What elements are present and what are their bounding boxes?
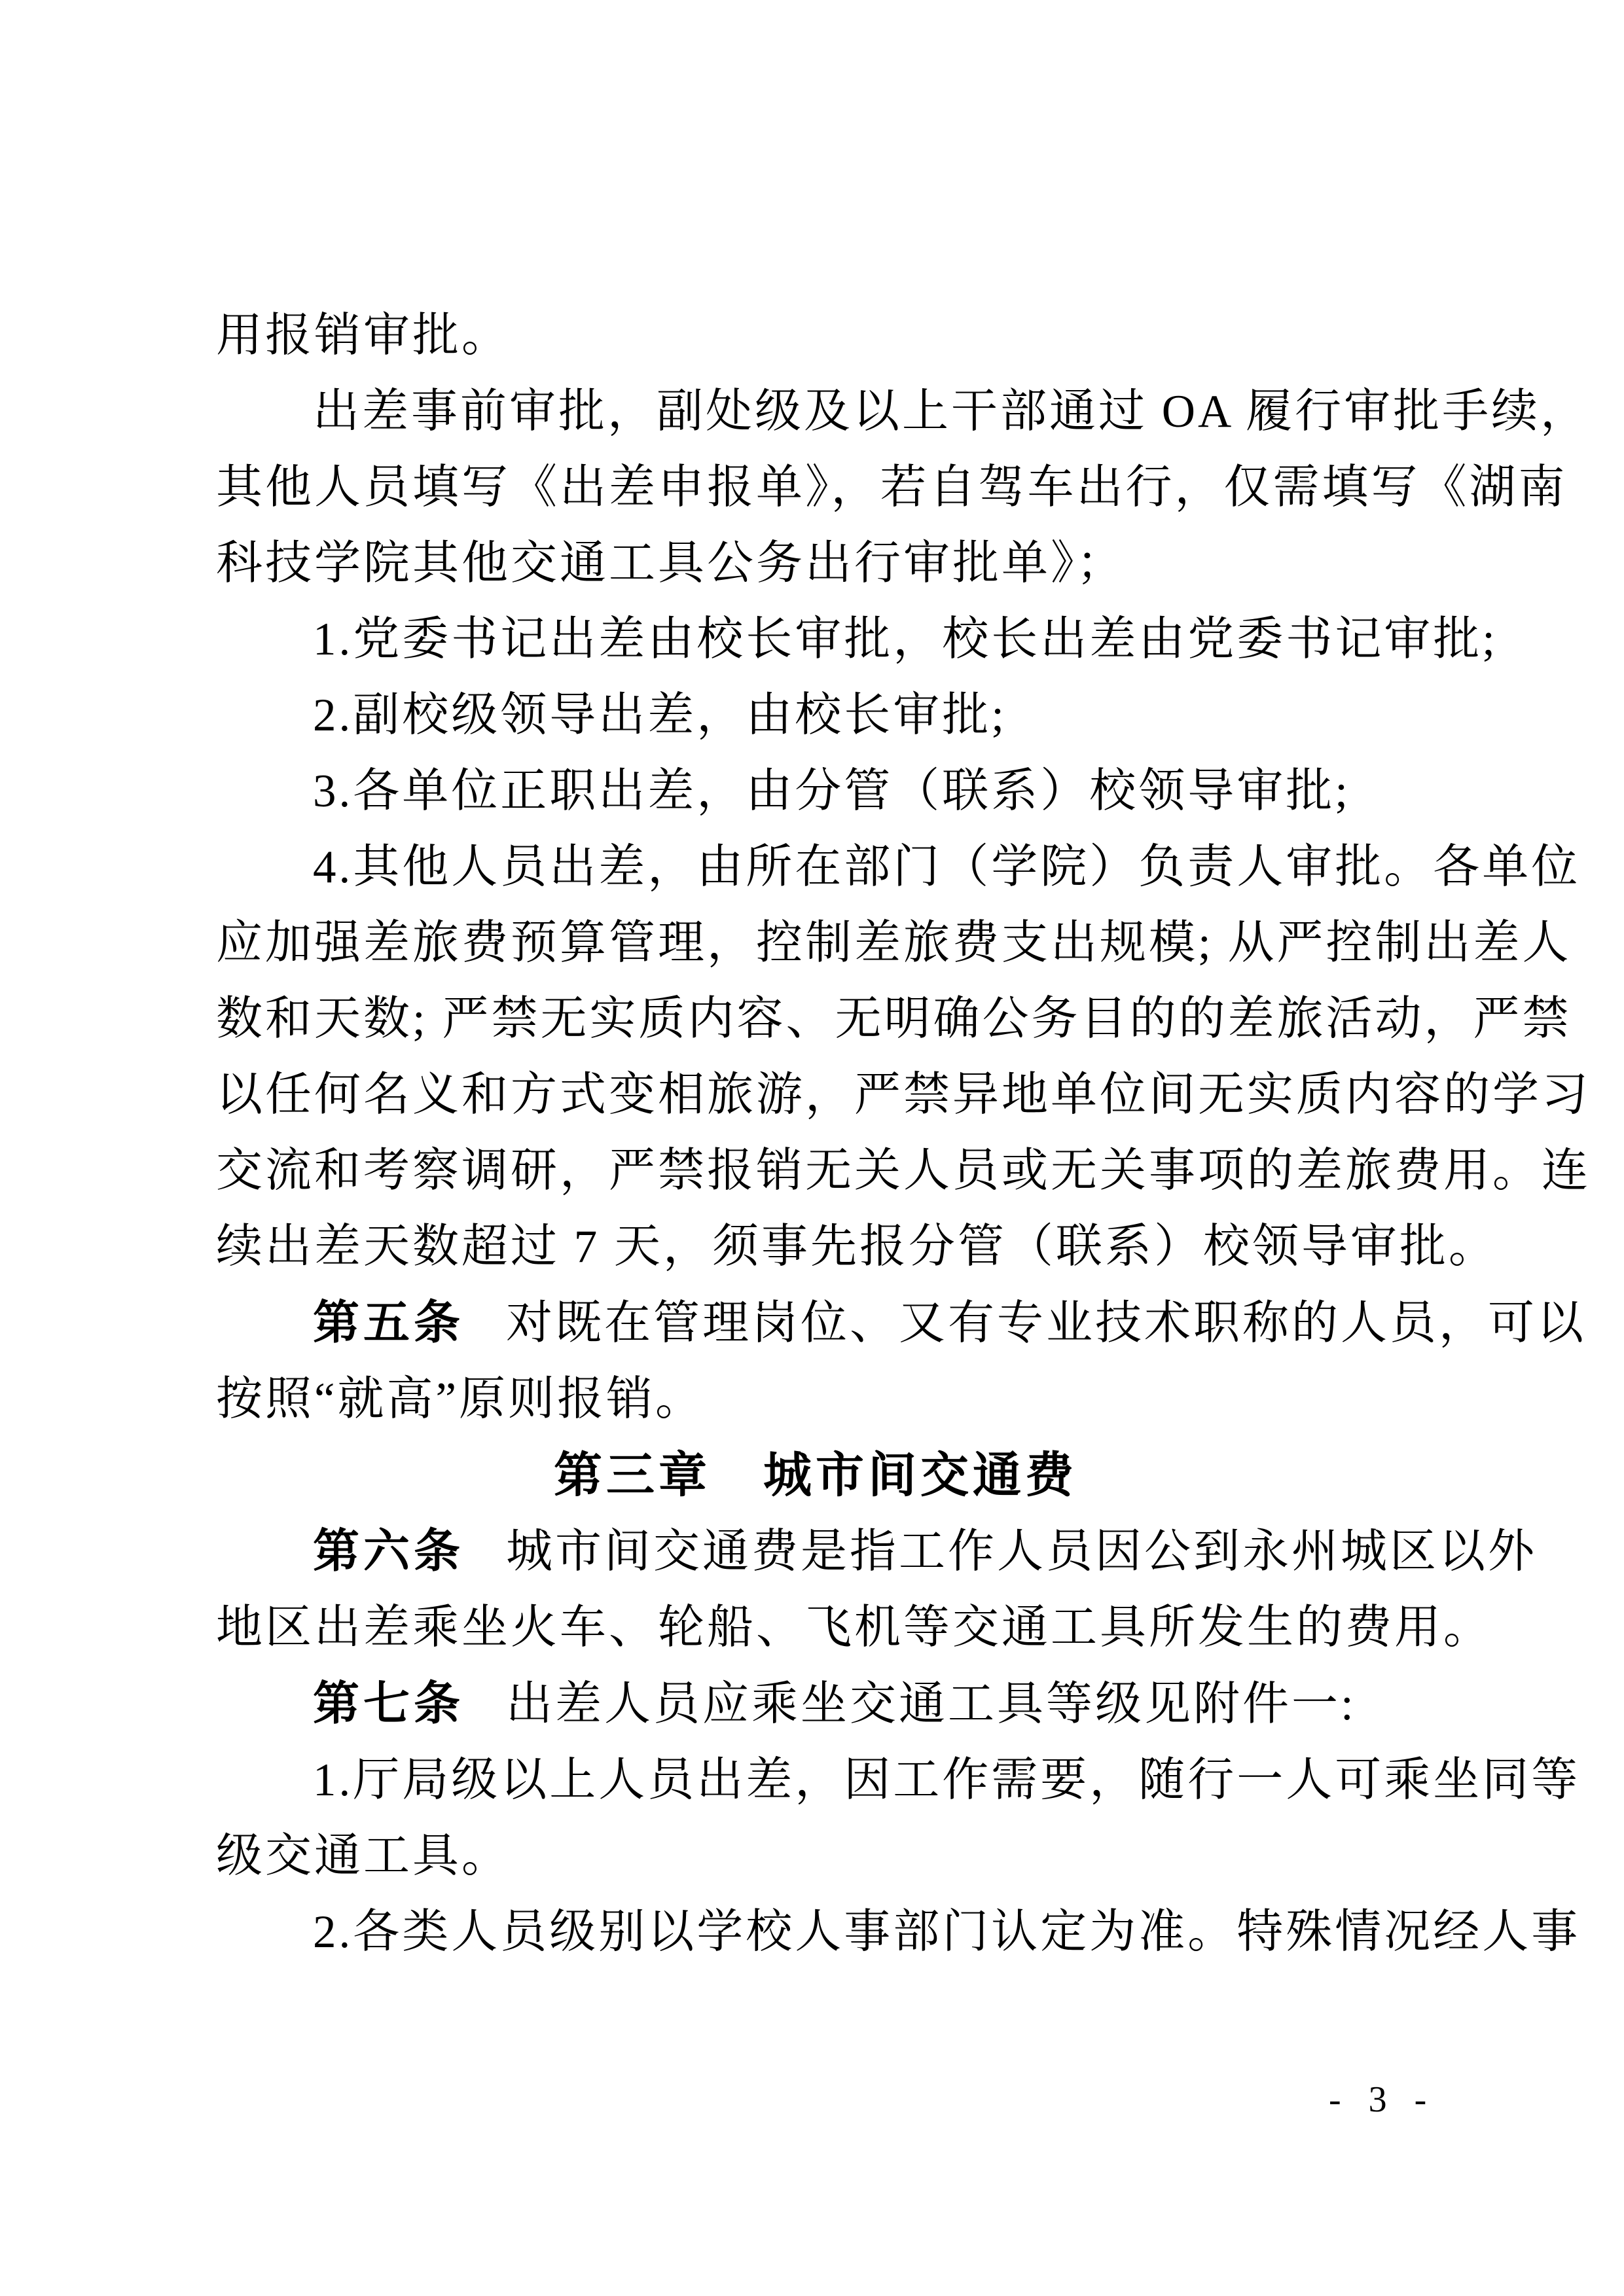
article-line bbox=[216, 1285, 1587, 1361]
text-line: 续出差天数超过 7 天，须事先报分管（联系）校领导审批。 bbox=[216, 1221, 1498, 1272]
article-text: 出差人员应乘坐交通工具等级见附件一: bbox=[506, 1679, 1356, 1730]
text-line: 出差事前审批，副处级及以上干部通过 OA 履行审批手续， bbox=[313, 386, 1590, 437]
list-item-line: 1.党委书记出差由校长审批，校长出差由党委书记审批; bbox=[313, 614, 1498, 665]
text-line: 数和天数; 严禁无实质内容、无明确公务目的的差旅活动，严禁 bbox=[216, 994, 1572, 1045]
page-number: - 3 - bbox=[1329, 2079, 1436, 2120]
article-line bbox=[216, 1513, 1538, 1590]
list-item-line: 2.副校级领导出差，由校长审批; bbox=[313, 690, 1007, 741]
text-line: 应加强差旅费预算管理，控制差旅费支出规模; 从严控制出差人 bbox=[216, 918, 1572, 969]
article-label: 第六条 bbox=[313, 1524, 465, 1578]
text-line: 以任何名义和方式变相旅游，严禁异地单位间无实质内容的学习 bbox=[216, 1069, 1591, 1121]
list-item-line: 2.各类人员级别以学校人事部门认定为准。特殊情况经人事 bbox=[313, 1907, 1581, 1958]
article-label: 第七条 bbox=[313, 1676, 465, 1731]
list-item-line: 4.其他人员出差，由所在部门（学院）负责人审批。各单位 bbox=[313, 842, 1581, 893]
text-line: 其他人员填写《出差申报单》，若自驾车出行，仅需填写《湖南 bbox=[216, 462, 1568, 513]
text-line: 按照“就高”原则报销。 bbox=[216, 1374, 705, 1425]
text-line: 用报销审批。 bbox=[216, 310, 511, 361]
chapter-heading: 第三章 城市间交通费 bbox=[554, 1447, 1077, 1503]
text-line: 级交通工具。 bbox=[216, 1831, 511, 1882]
text-line: 交流和考察调研，严禁报销无关人员或无关事项的差旅费用。连 bbox=[216, 1145, 1591, 1196]
text-line: 地区出差乘坐火车、轮船、飞机等交通工具所发生的费用。 bbox=[216, 1602, 1493, 1653]
article-line bbox=[216, 1666, 1415, 1742]
text-line: 科技学院其他交通工具公务出行审批单》； bbox=[216, 538, 1126, 589]
document-body bbox=[216, 298, 1591, 1970]
list-item-line: 3.各单位正职出差，由分管（联系）校领导审批; bbox=[313, 766, 1350, 817]
article-text: 城市间交通费是指工作人员因公到永州城区以外 bbox=[506, 1526, 1538, 1577]
list-item-line: 1.厅局级以上人员出差，因工作需要，随行一人可乘坐同等 bbox=[313, 1755, 1581, 1806]
article-label: 第五条 bbox=[313, 1295, 465, 1350]
article-text: 对既在管理岗位、又有专业技术职称的人员，可以 bbox=[506, 1298, 1587, 1349]
